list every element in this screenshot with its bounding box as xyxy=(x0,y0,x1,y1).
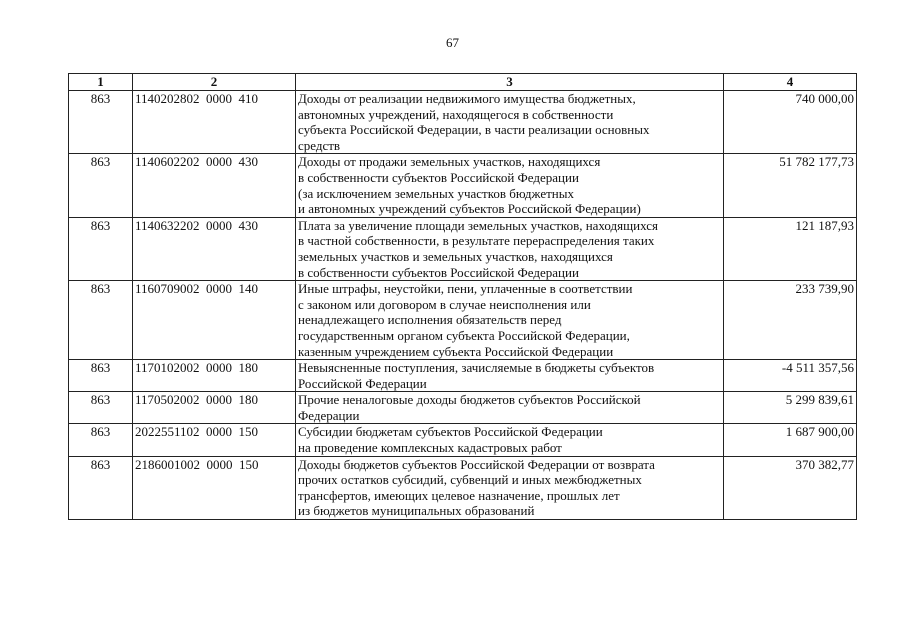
description-line: на проведение комплексных кадастровых работ xyxy=(298,440,562,456)
description-line: земельных участков и земельных участков, находящихся xyxy=(298,248,613,264)
description-line: в собственности субъектов Российской Федерации xyxy=(298,169,579,185)
page-number: 67 xyxy=(446,35,459,50)
amount-cell: 233 739,90 xyxy=(724,281,857,360)
budget-classification-code-cell: 1140632202 0000 430 xyxy=(133,217,296,280)
amount-cell: 1 687 900,00 xyxy=(724,424,857,456)
description-line: Российской Федерации xyxy=(298,375,427,391)
revenue-description-cell xyxy=(296,91,724,154)
admin-code-cell: 863 xyxy=(69,154,133,217)
description-line: в частной собственности, в результате перераспределения таких xyxy=(298,233,655,249)
table-row xyxy=(69,217,857,280)
description-line: Иные штрафы, неустойки, пени, уплаченные в соответствии xyxy=(298,281,633,297)
amount-cell: 740 000,00 xyxy=(724,91,857,154)
admin-code-cell: 863 xyxy=(69,91,133,154)
revenue-description-cell xyxy=(296,392,724,424)
table-row xyxy=(69,281,857,360)
amount-cell: 51 782 177,73 xyxy=(724,154,857,217)
amount-cell: 370 382,77 xyxy=(724,456,857,519)
table-row xyxy=(69,91,857,154)
column-header-2: 2 xyxy=(133,74,296,91)
description-line: Федерации xyxy=(298,407,360,423)
description-line: прочих остатков субсидий, субвенций и иных межбюджетных xyxy=(298,472,642,488)
table-row xyxy=(69,360,857,392)
amount-cell: 121 187,93 xyxy=(724,217,857,280)
table-row xyxy=(69,424,857,456)
description-line: Субсидии бюджетам субъектов Российской Федерации xyxy=(298,424,603,440)
description-line: Доходы бюджетов субъектов Российской Федерации от возврата xyxy=(298,456,655,472)
amount-cell: -4 511 357,56 xyxy=(724,360,857,392)
revenue-description-cell xyxy=(296,154,724,217)
column-header-1: 1 xyxy=(69,74,133,91)
admin-code-cell: 863 xyxy=(69,360,133,392)
admin-code-cell: 863 xyxy=(69,456,133,519)
revenue-description-cell xyxy=(296,424,724,456)
description-line: Доходы от продажи земельных участков, находящихся xyxy=(298,154,601,170)
description-line: (за исключением земельных участков бюджетных xyxy=(298,185,574,201)
revenue-description-cell xyxy=(296,456,724,519)
budget-classification-code-cell: 1170102002 0000 180 xyxy=(133,360,296,392)
description-line: трансфертов, имеющих целевое назначение, прошлых лет xyxy=(298,487,620,503)
revenue-description-cell xyxy=(296,281,724,360)
admin-code-cell: 863 xyxy=(69,217,133,280)
table-header-row xyxy=(69,74,857,91)
description-line: Невыясненные поступления, зачисляемые в бюджеты субъектов xyxy=(298,360,655,376)
budget-classification-code-cell: 2022551102 0000 150 xyxy=(133,424,296,456)
column-header-3: 3 xyxy=(296,74,724,91)
table-row xyxy=(69,392,857,424)
budget-classification-code-cell: 1170502002 0000 180 xyxy=(133,392,296,424)
budget-classification-code-cell: 1160709002 0000 140 xyxy=(133,281,296,360)
amount-cell: 5 299 839,61 xyxy=(724,392,857,424)
description-line: Прочие неналоговые доходы бюджетов субъектов Российской xyxy=(298,392,641,408)
description-line: субъекта Российской Федерации, в части реализации основных xyxy=(298,122,650,138)
description-line: и автономных учреждений субъектов Российской Федерации) xyxy=(298,201,641,217)
description-line: из бюджетов муниципальных образований xyxy=(298,503,535,519)
admin-code-cell: 863 xyxy=(69,281,133,360)
revenue-table xyxy=(68,73,857,520)
description-line: средств xyxy=(298,137,341,153)
budget-classification-code-cell: 1140602202 0000 430 xyxy=(133,154,296,217)
column-header-4: 4 xyxy=(724,74,857,91)
admin-code-cell: 863 xyxy=(69,424,133,456)
description-line: с законом или договором в случае неисполнения или xyxy=(298,296,591,312)
admin-code-cell: 863 xyxy=(69,392,133,424)
description-line: в собственности субъектов Российской Федерации xyxy=(298,264,579,280)
description-line: автономных учреждений, находящегося в собственности xyxy=(298,106,614,122)
budget-classification-code-cell: 1140202802 0000 410 xyxy=(133,91,296,154)
description-line: Плата за увеличение площади земельных участков, находящихся xyxy=(298,217,658,233)
budget-classification-code-cell: 2186001002 0000 150 xyxy=(133,456,296,519)
revenue-description-cell xyxy=(296,360,724,392)
description-line: Доходы от реализации недвижимого имущества бюджетных, xyxy=(298,91,636,106)
table-row xyxy=(69,154,857,217)
description-line: казенным учреждением субъекта Российской Федерации xyxy=(298,343,614,359)
revenue-description-cell xyxy=(296,217,724,280)
description-line: ненадлежащего исполнения обязательств перед xyxy=(298,312,562,328)
table-row xyxy=(69,456,857,519)
description-line: государственным органом субъекта Российской Федерации, xyxy=(298,327,630,343)
